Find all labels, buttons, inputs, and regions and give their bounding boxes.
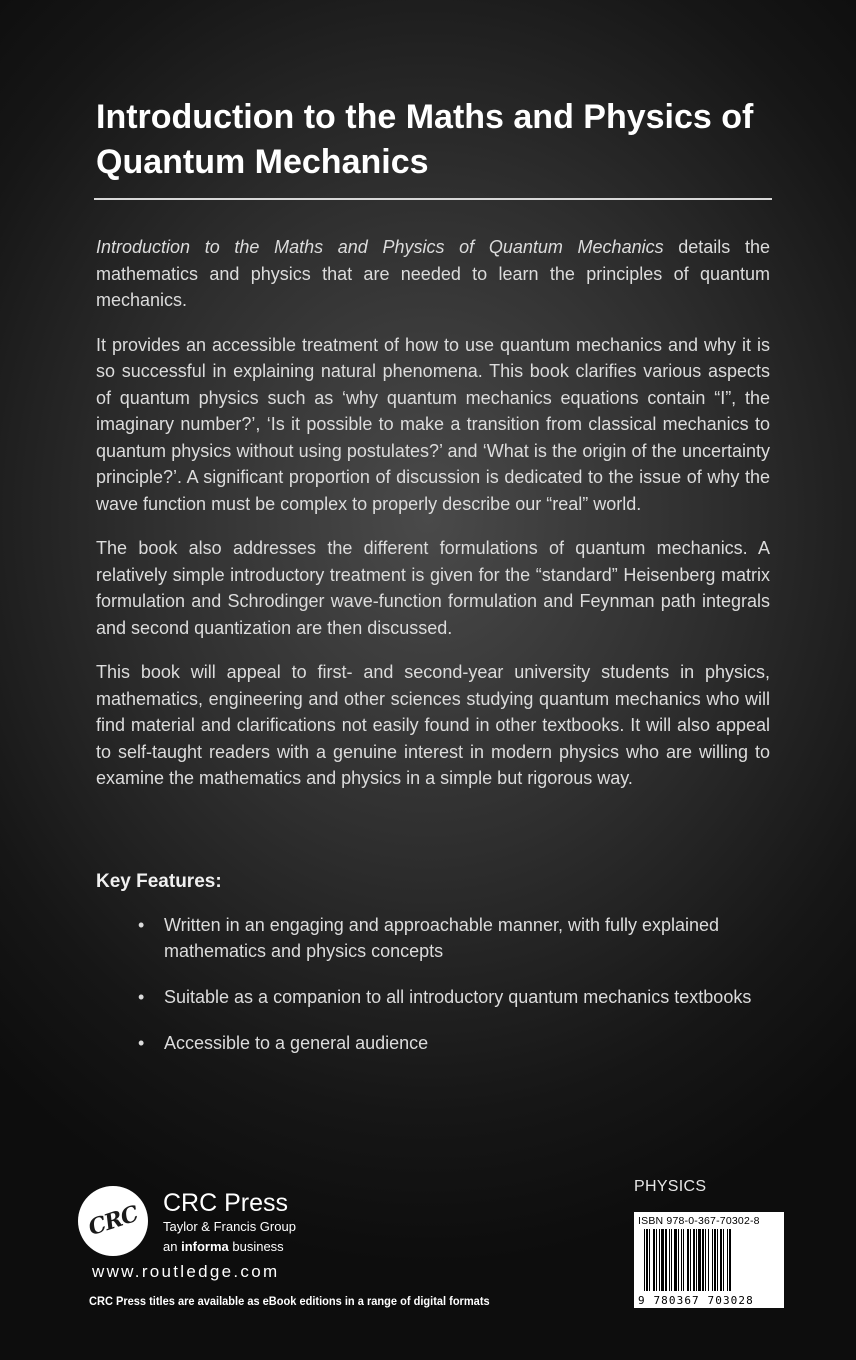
bullet-icon: •	[138, 1033, 145, 1053]
publisher-group: Taylor & Francis Group	[163, 1219, 296, 1234]
bullet-icon: •	[138, 915, 145, 935]
list-item	[138, 912, 758, 964]
crc-logo-text: CRC	[85, 1200, 141, 1242]
business-brand: informa	[181, 1239, 229, 1254]
barcode-bars	[638, 1229, 780, 1291]
list-item	[138, 984, 758, 1010]
isbn-barcode	[634, 1212, 784, 1308]
key-features-heading: Key Features:	[96, 871, 222, 892]
business-suffix: business	[228, 1239, 284, 1254]
feature-text: Suitable as a companion to all introductory quantum mechanics textbooks	[164, 987, 752, 1007]
business-prefix: an	[163, 1239, 182, 1254]
description-paragraph-3: The book also addresses the different formulations of quantum mechanics. A relatively simple introductory treatment is given for the “standard” Heisenberg matrix formulation and Schrodinger wave-function formulation and Feynman path integrals and second quantization are then discussed.	[96, 538, 770, 638]
description	[96, 234, 770, 810]
description-paragraph-1	[96, 234, 770, 314]
crc-logo-icon	[78, 1186, 148, 1256]
publisher-website: www.routledge.com	[92, 1262, 280, 1281]
subject-category: PHYSICS	[634, 1178, 707, 1195]
description-paragraph-1-text: details the mathematics and physics that are needed to learn the principles of quantum mechanics.	[96, 237, 770, 310]
bullet-icon: •	[138, 987, 145, 1007]
book-title: Introduction to the Maths and Physics of Quantum Mechanics	[96, 98, 754, 181]
description-title-italic: Introduction to the Maths and Physics of Quantum Mechanics	[96, 237, 664, 257]
publisher-name: CRC Press	[163, 1189, 289, 1217]
description-paragraph-4: This book will appeal to first- and second-year university students in physics, mathematics, engineering and other sciences studying quantum mechanics who will find material and clarifications not easily found in other textbooks. It will also appeal to self-taught readers with a genuine interest in modern physics who are willing to examine the mathematics and physics in a simple but rigorous way.	[96, 662, 770, 788]
feature-text: Written in an engaging and approachable manner, with fully explained mathematics and physics concepts	[164, 915, 720, 961]
ebook-note: CRC Press titles are available as eBook editions in a range of digital formats	[89, 1294, 490, 1308]
title-divider	[94, 198, 772, 200]
feature-text: Accessible to a general audience	[164, 1033, 429, 1053]
publisher-business	[163, 1239, 284, 1254]
list-item	[138, 1030, 758, 1056]
key-features-list	[138, 912, 758, 1076]
description-paragraph-2: It provides an accessible treatment of how to use quantum mechanics and why it is so successful in explaining natural phenomena. This book clarifies various aspects of quantum physics such as ‘why quantum mechanics equations contain “I”, the imaginary number?’, ‘Is it possible to make a transition from classical mechanics to quantum physics without using postulates?’ and ‘What is the origin of the uncertainty principle?’. A significant proportion of discussion is dedicated to the issue of why the wave function must be complex to properly describe our “real” world.	[96, 334, 770, 514]
isbn-label: ISBN 978-0-367-70302-8	[638, 1215, 760, 1227]
barcode-number: 9 780367 703028	[638, 1294, 754, 1307]
